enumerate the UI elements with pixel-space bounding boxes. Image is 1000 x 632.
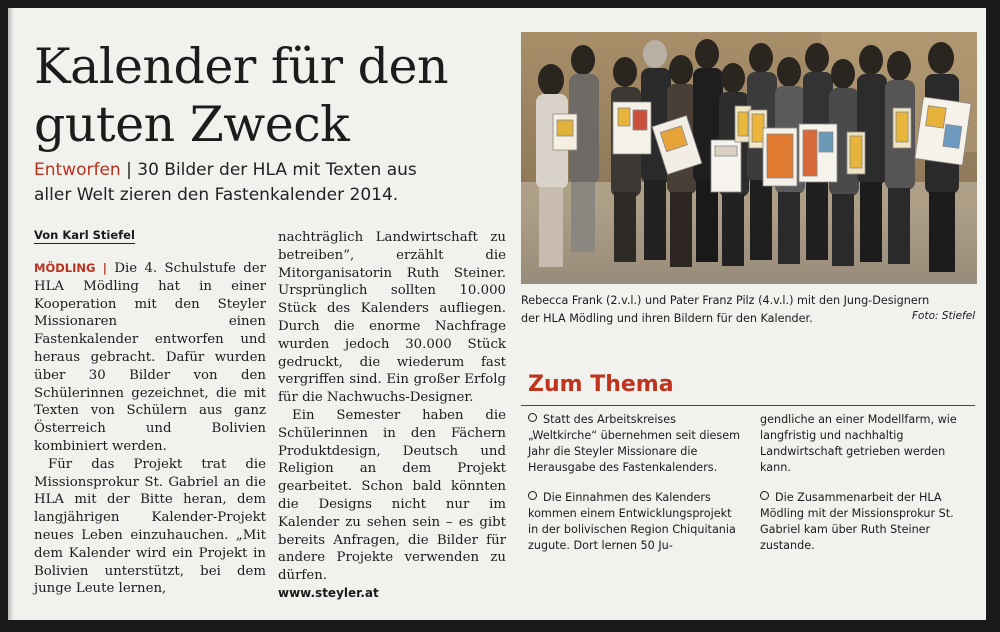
zum-thema-column-2 [760,412,976,568]
deck-text-1: 30 Bilder der HLA mit Texten aus [137,160,417,180]
newspaper-clipping [8,8,986,620]
deck-kicker: Entworfen [34,160,121,180]
article-column-2 [278,229,506,603]
dateline-separator: | [102,261,107,275]
zum-thema-title: Zum Thema [528,372,674,397]
caption-line-1: Rebecca Frank (2.v.l.) und Pater Franz Pilz (4.v.l.) mit den Jung-Designern [521,294,930,307]
headline-line-2: guten Zweck [34,96,350,153]
article-paragraph-1: Die 4. Schulstufe der HLA Mödling hat in einer Kooperation mit den Steyler Missionaren einen Fastenkalender entworfen und heraus gebracht. Dafür wurden über 30 Bilder von den Schülerinnen gezeichnet, die mit Texten von Schülern aus ganz Österreich und Bolivien kombiniert werden. [34,261,266,454]
group-photo [521,32,977,284]
photo-credit: Foto: Stiefel [912,310,976,322]
scan-edge [8,8,14,620]
deck-text-2: aller Welt zieren den Fastenkalender 2014. [34,185,399,205]
zum-thema-column-1 [528,412,744,568]
bullet-circle-icon [528,413,537,422]
group-photo-illustration [521,32,977,284]
article-url[interactable]: www.steyler.at [278,585,379,600]
zum-thema-rule [521,405,975,406]
article-paragraph-3: nachträglich Landwirtschaft zu betreiben“, erzählt die Mitorganisatorin Ruth Steiner. Ursprünglich sollten 10.000 Stück des Kalenders aufliegen. Durch die enorme Nachfrage wurden jedoch 30.000 Stück gedruckt, die wiederum fast vergriffen sind. Ein großer Erfolg für die Nachwuchs-Designer. [278,230,506,406]
caption-line-2: der HLA Mödling und ihren Bildern für den Kalender. [521,312,813,325]
headline-line-1: Kalender für den [34,38,449,95]
dateline-location: MÖDLING [34,261,96,275]
subheadline [34,158,524,208]
article-paragraph-4: Ein Semester haben die Schülerinnen in den Fächern Produktdesign, Deutsch und Religion an dem Projekt gearbeitet. Schon bald könnten die Designs nicht nur im Kalender zu sehen sein – es gibt bereits Anfragen, die Bilder für andere Projekte verwenden zu dürfen. [278,407,506,584]
thema-bullet-3: Die Zusammenarbeit der HLA Mödling mit der Missionsprokur St. Gabriel kam über Ruth Steiner zustande. [760,491,954,552]
article-paragraph-2: Für das Projekt trat die Missionsprokur St. Gabriel an die HLA mit der Bitte heran, dem langjährigen Kalender-Projekt neues Leben einzuhauchen. „Mit dem Kalender wird ein Projekt in Bolivien unterstützt, bei dem junge Leute lernen, [34,456,266,597]
bullet-circle-icon [760,491,769,500]
bullet-circle-icon [528,491,537,500]
article-column-1 [34,260,266,598]
headline [34,38,514,154]
deck-separator: | [126,160,132,180]
byline: Von Karl Stiefel [34,228,135,242]
thema-bullet-2a: Die Einnahmen des Kalenders kommen einem Entwicklungsprojekt in der bolivischen Region Chiquitania zugute. Dort lernen 50 Ju- [528,491,736,552]
thema-bullet-2b: gendliche an einer Modellfarm, wie langfristig und nachhaltig Landwirtschaft getrieben werden kann. [760,413,957,474]
thema-bullet-1: Statt des Arbeitskreises „Weltkirche“ übernehmen seit diesem Jahr die Steyler Missionare die Herausgabe des Fastenkalenders. [528,413,741,474]
